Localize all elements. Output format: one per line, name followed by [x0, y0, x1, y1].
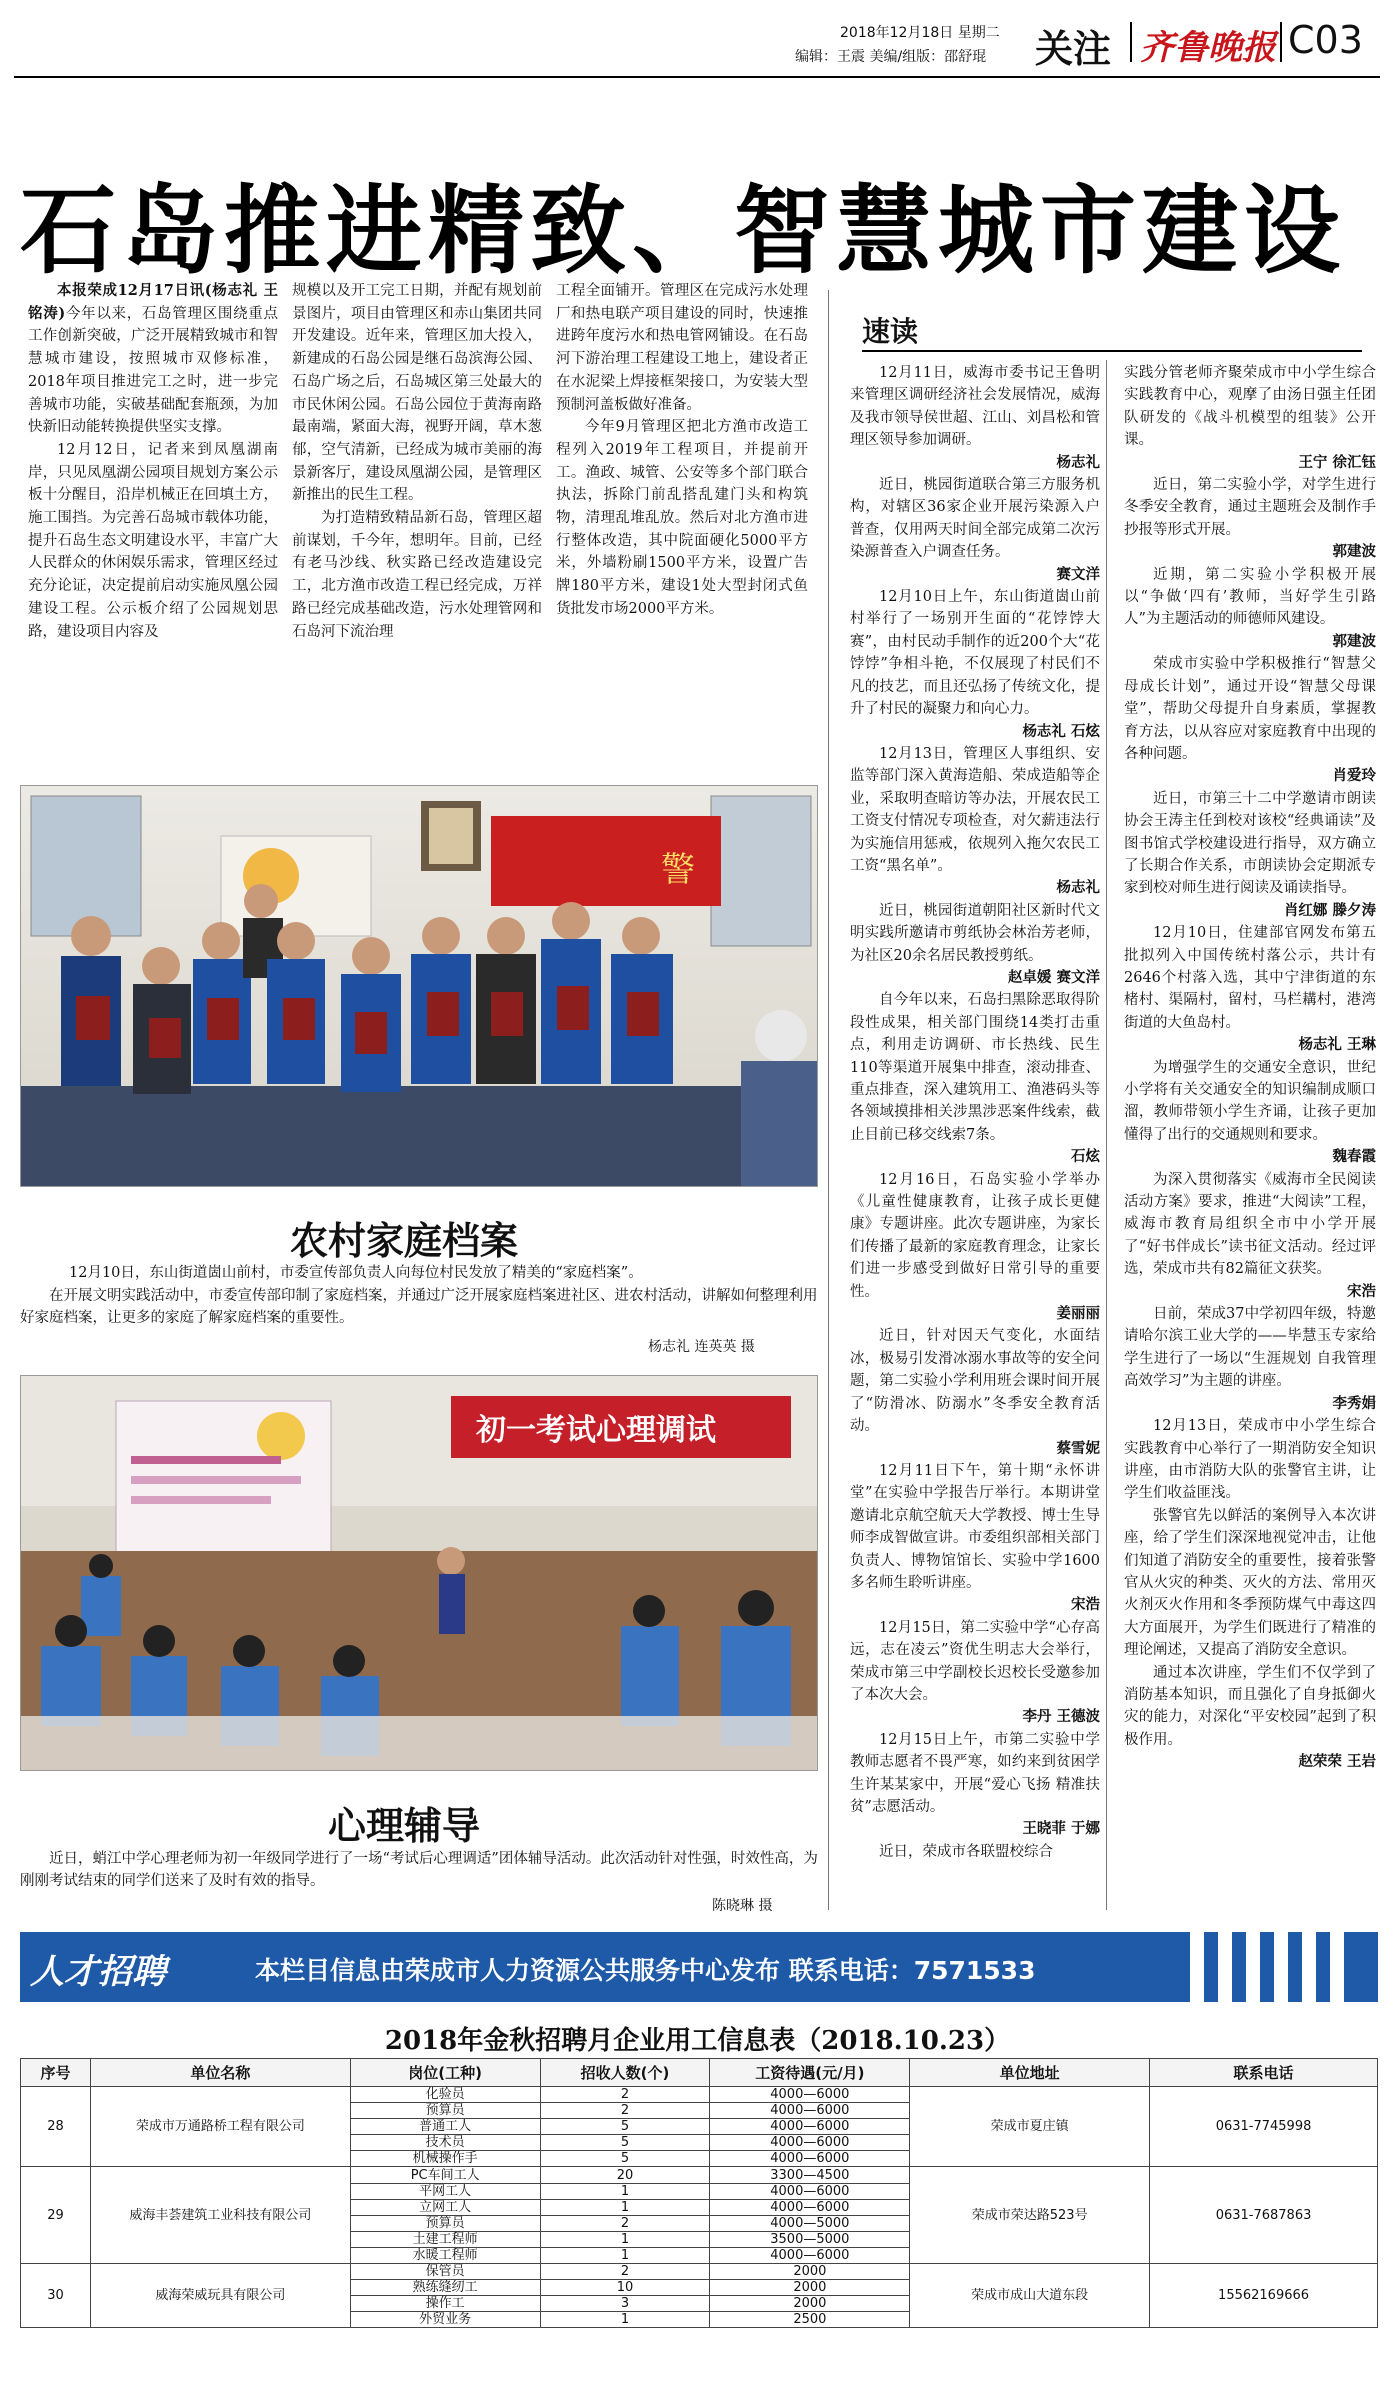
brief-author: 赵荣荣 王岩 [1298, 1754, 1376, 1771]
photo-counseling [20, 1375, 818, 1771]
brief-text: 通过本次讲座，学生们不仅学到了消防基本知识，而且强化了自身抵御火灾的能力，对深化“平安校园”起到了积极作用。 [1124, 1664, 1376, 1748]
photo-caption: 近日，蛸江中学心理老师为初一年级同学进行了一场“考试后心理调适”团体辅导活动。此次活动针对性强，时效性高，为刚刚考试结束的同学们送来了及时有效的指导。 [20, 1851, 818, 1889]
job-title: 化验员 [350, 2087, 540, 2103]
brief-author: 李秀娟 [1332, 1395, 1376, 1412]
job-title: 土建工程师 [350, 2231, 540, 2247]
job-title: 操作工 [350, 2296, 540, 2312]
brief-author: 赵卓媛 赛文洋 [1007, 969, 1100, 986]
job-title: 普通工人 [350, 2119, 540, 2135]
header-divider [1130, 22, 1132, 62]
brief-text: 12月13日，荣成市中小学生综合实践教育中心举行了一期消防安全知识讲座，由市消防大队的张警官主讲，让学生们收益匪浅。 [1124, 1418, 1376, 1502]
photo-credit: 陈晓琳 摄 [712, 1898, 773, 1914]
brief-author: 郭建波 [1332, 544, 1376, 561]
jobs-table [20, 2058, 1378, 2328]
brief-author: 宋浩 [1347, 1283, 1376, 1300]
brief-text: 荣成市实验中学积极推行“智慧父母成长计划”，通过开设“智慧父母课堂”，帮助父母提升自身素质，掌握教育方法，以从容应对家庭教育中出现的各种问题。 [1124, 656, 1376, 762]
brief-author: 杨志礼 王琳 [1298, 1037, 1376, 1054]
brief-text: 为增强学生的交通安全意识，世纪小学将有关交通安全的知识编制成顺口溜，教师带领小学生齐诵，让孩子更加懂得了出行的交通规则和要求。 [1124, 1059, 1376, 1143]
job-title: 保管员 [350, 2264, 540, 2280]
brief-author: 赛文洋 [1056, 566, 1100, 583]
job-count: 5 [540, 2119, 710, 2135]
article-paragraph: 12月12日，记者来到凤凰湖南岸，只见凤凰湖公园项目规划方案公示板十分醒目，沿岸机械正在回填土方，施工围挡。为完善石岛城市载体功能，提升石岛生态文明建设水平，丰富广大人民群众的休闲娱乐需求，管理区经过充分论证，决定提前启动实施凤凰公园建设工程。公示板介绍了公园规划思路，建设项目内容及 [28, 441, 278, 640]
column-header: 招收人数(个) [540, 2059, 710, 2087]
job-title: PC车间工人 [350, 2167, 540, 2183]
article-column-2 [292, 280, 542, 643]
photo-caption: 12月10日，东山街道崮山前村，市委宣传部负责人向每位村民发放了精美的“家庭档案”。 [69, 1265, 643, 1281]
page-header [0, 0, 1395, 80]
job-count: 5 [540, 2151, 710, 2167]
column-divider [828, 290, 829, 1910]
header-divider [1280, 22, 1282, 62]
table-title: 2018年金秋招聘月企业用工信息表（2018.10.23） [384, 2026, 1011, 2056]
photo-counseling-image [21, 1376, 818, 1771]
brief-author: 王晓菲 于娜 [1022, 1821, 1100, 1838]
job-salary: 3500—5000 [710, 2231, 910, 2247]
job-salary: 2000 [710, 2280, 910, 2296]
brief-author: 宋浩 [1071, 1597, 1100, 1614]
article-paragraph: 今年以来，石岛管理区围绕重点工作创新突破，广泛开展精致城市和智慧城市建设，按照城市双修标准，2018年项目推进完工之时，进一步完善城市功能，实破基础配套瓶颈，为加快新旧动能转换提供坚实支撑。 [28, 305, 278, 436]
job-count: 1 [540, 2199, 710, 2215]
job-count: 2 [540, 2087, 710, 2103]
job-count: 20 [540, 2167, 710, 2183]
article-column-3 [556, 280, 808, 621]
brief-text: 12月15日，第二实验中学“心存高远，志在凌云”资优生明志大会举行，荣成市第三中学副校长迟校长受邀参加了本次大会。 [850, 1619, 1100, 1703]
photo-family-archives-image [21, 786, 818, 1187]
brief-text: 近日，荣成市各联盟校综合 [879, 1843, 1053, 1860]
job-salary: 4000—6000 [710, 2119, 910, 2135]
job-salary: 4000—6000 [710, 2183, 910, 2199]
job-salary: 2000 [710, 2296, 910, 2312]
brief-author: 姜丽丽 [1056, 1306, 1100, 1323]
banner-stripes [1170, 1932, 1378, 2002]
job-count: 2 [540, 2103, 710, 2119]
company-phone: 0631-7745998 [1150, 2087, 1378, 2167]
company-address: 荣成市成山大道东段 [910, 2264, 1150, 2328]
brief-text: 12月10日上午，东山街道崮山前村举行了一场别开生面的“花饽饽大赛”，由村民动手制作的近200个大“花饽饽”争相斗艳，不仅展现了村民们不凡的技艺，而且还弘扬了传统文化，提升了村民的凝聚力和向心力。 [850, 589, 1100, 718]
job-count: 3 [540, 2296, 710, 2312]
banner-text: 警 [661, 850, 695, 890]
column-header: 联系电话 [1150, 2059, 1378, 2087]
job-salary: 2000 [710, 2264, 910, 2280]
brief-text: 自今年以来，石岛扫黑除恶取得阶段性成果，相关部门围绕14类打击重点，利用走访调研、市长热线、民生110等渠道开展集中排查，滚动排查、重点排查，深入建筑用工、渔港码头等各领域摸排相关涉黑涉恶案件线索，截止目前已移交线索7条。 [850, 992, 1100, 1143]
article-column-1 [28, 280, 278, 643]
brief-text: 12月15日上午，市第二实验中学教师志愿者不畏严寒，如约来到贫困学生许某某家中，开展“爱心飞扬 精准扶贫”志愿活动。 [850, 1731, 1100, 1815]
article-paragraph: 工程全面铺开。管理区在完成污水处理厂和热电联产项目建设的同时，快速推进跨年度污水和热电管网铺设。在石岛河下游治理工程建设工地上，建设者正在水泥梁上焊接框架接口，为安装大型预制河盖板做好准备。 [556, 283, 808, 413]
column-header: 岗位(工种) [350, 2059, 540, 2087]
row-number: 28 [21, 2087, 91, 2167]
company-phone: 15562169666 [1150, 2264, 1378, 2328]
job-salary: 3300—4500 [710, 2167, 910, 2183]
job-title: 外贸业务 [350, 2312, 540, 2328]
brief-author: 肖爱玲 [1332, 768, 1376, 785]
brief-text: 近日，针对因天气变化，水面结冰，极易引发滑冰溺水事故等的安全问题，第二实验小学利用班会课时间开展了“防滑冰、防溺水”冬季安全教育活动。 [850, 1328, 1100, 1435]
article-paragraph: 为打造精致精品新石岛，管理区超前谋划，千今年，想明年。目前，已经有老马沙线、秋实路已经改造建设完工，北方渔市改造工程已经完成，万祥路已经完成基础改造，污水处理管网和石岛河下流治理 [292, 510, 542, 640]
section-name: 关注 [1035, 27, 1112, 71]
recruitment-logo: 人才招聘 [30, 1952, 166, 1992]
company-address: 荣成市荣达路523号 [910, 2167, 1150, 2264]
speed-read-rule [862, 350, 1362, 352]
speed-read-column-a [850, 362, 1100, 1863]
brief-text: 近日，市第三十二中学邀请市朗读协会王涛主任到校对该校“经典诵读”及图书馆式学校建设进行指导，双方确立了长期合作关系，市朗读协会定期派专家到校对师生进行阅读及诵读指导。 [1124, 790, 1376, 897]
job-count: 10 [540, 2280, 710, 2296]
brief-text: 12月13日，管理区人事组织、安监等部门深入黄海造船、荣成造船等企业，采取明查暗访等办法，开展农民工工资支付情况专项检查，对欠薪违法行为实施信用惩戒，依规列入拖欠农民工工资“黑名单”。 [850, 745, 1100, 874]
company-address: 荣成市夏庄镇 [910, 2087, 1150, 2167]
job-title: 预算员 [350, 2103, 540, 2119]
job-count: 1 [540, 2312, 710, 2328]
brief-author: 杨志礼 [1056, 454, 1100, 471]
brief-text: 日前，荣成37中学初四年级，特邀请哈尔滨工业大学的——毕慧玉专家给学生进行了一场以“生涯规划 自我管理 高效学习”为主题的讲座。 [1124, 1306, 1376, 1390]
job-count: 1 [540, 2231, 710, 2247]
brief-text: 张警官先以鲜活的案例导入本次讲座，给了学生们深深地视觉冲击，让他们知道了消防安全的重要性，接着张警官从火灾的种类、灭火的方法、常用灭火剂灭火作用和冬季预防煤气中毒这四大方面展开，为学生们既进行了精准的理论阐述，又提高了消防安全意识。 [1124, 1507, 1376, 1659]
job-salary: 4000—6000 [710, 2103, 910, 2119]
editors-line: 编辑：王震 美编/组版：邵舒琨 [795, 49, 987, 65]
job-title: 技术员 [350, 2135, 540, 2151]
company-name: 威海丰荟建筑工业科技有限公司 [90, 2167, 350, 2264]
table-header-row [21, 2059, 1378, 2087]
company-name: 荣成市万通路桥工程有限公司 [90, 2087, 350, 2167]
job-salary: 4000—5000 [710, 2215, 910, 2231]
job-title: 预算员 [350, 2215, 540, 2231]
job-salary: 4000—6000 [710, 2087, 910, 2103]
brief-author: 肖红娜 滕夕涛 [1283, 902, 1376, 919]
photo-title: 心理辅导 [328, 1804, 481, 1848]
job-count: 5 [540, 2135, 710, 2151]
job-salary: 4000—6000 [710, 2199, 910, 2215]
brief-text: 为深入贯彻落实《威海市全民阅读活动方案》要求，推进“大阅读”工程，威海市教育局组织全市中小学开展了“好书伴成长”读书征文活动。经过评选，荣成市共有82篇征文获奖。 [1124, 1171, 1376, 1278]
newspaper-logo: 齐鲁晚报 [1140, 28, 1276, 68]
banner-text: 初一考试心理调试 [476, 1413, 716, 1448]
brief-author: 王宁 徐汇钰 [1298, 454, 1376, 471]
table-row [21, 2167, 1378, 2183]
brief-author: 李丹 王德波 [1022, 1709, 1100, 1726]
table-row [21, 2264, 1378, 2280]
speed-read-heading: 速读 [862, 315, 919, 348]
job-title: 立网工人 [350, 2199, 540, 2215]
column-header: 工资待遇(元/月) [710, 2059, 910, 2087]
brief-text: 12月10日，住建部官网发布第五批拟列入中国传统村落公示，共计有2646个村落入选，其中宁津街道的东楮村、渠隔村，留村，马栏耩村，港湾街道的大鱼岛村。 [1124, 925, 1376, 1031]
recruitment-banner-text: 本栏目信息由荣成市人力资源公共服务中心发布 联系电话：7571533 [255, 1956, 1036, 1985]
job-title: 机械操作手 [350, 2151, 540, 2167]
brief-author: 杨志礼 石炫 [1022, 723, 1100, 740]
brief-text: 近日，桃园街道联合第三方服务机构，对辖区36家企业开展污染源入户普查，仅用两天时间全部完成第二次污染源普查入户调查任务。 [850, 477, 1100, 561]
brief-text: 实践分管老师齐聚荣成市中小学生综合实践教育中心，观摩了由汤日强主任团队研发的《战斗机模型的组装》公开课。 [1124, 365, 1376, 449]
column-header: 单位名称 [90, 2059, 350, 2087]
job-count: 1 [540, 2183, 710, 2199]
brief-author: 蔡雪妮 [1056, 1440, 1100, 1457]
column-header: 单位地址 [910, 2059, 1150, 2087]
issue-date: 2018年12月18日 星期二 [840, 25, 1000, 41]
job-count: 2 [540, 2264, 710, 2280]
job-title: 水暖工程师 [350, 2247, 540, 2263]
column-header: 序号 [21, 2059, 91, 2087]
job-count: 2 [540, 2215, 710, 2231]
row-number: 29 [21, 2167, 91, 2264]
page-number: C03 [1288, 18, 1363, 62]
brief-text: 12月11日下午，第十期“永怀讲堂”在实验中学报告厅举行。本期讲堂邀请北京航空航天大学教授、博士生导师李成智做宣讲。市委组织部相关部门负责人、博物馆馆长、实验中学1600多名师生聆听讲座。 [850, 1462, 1100, 1591]
article-paragraph: 规模以及开工完工日期，并配有规划前景图片，项目由管理区和赤山集团共同开发建设。近年来，管理区加大投入，新建成的石岛公园是继石岛滨海公园、石岛广场之后，石岛城区第三处最大的市民休闲公园。石岛公园位于黄海南路最南端，紧面大海，视野开阔，草木葱郁，空气清新，已经成为城市美丽的海景新客厅，建设凤凰湖公园，是管理区新推出的民生工程。 [292, 283, 542, 504]
job-salary: 4000—6000 [710, 2247, 910, 2263]
brief-author: 郭建波 [1332, 633, 1376, 650]
brief-text: 12月16日，石岛实验小学举办《儿童性健康教育，让孩子成长更健康》专题讲座。此次专题讲座，为家长们传播了最新的家庭教育理念，让家长们进一步感受到做好日常引导的重要性。 [850, 1171, 1100, 1300]
job-salary: 4000—6000 [710, 2135, 910, 2151]
article-headline: 石岛推进精致、智慧城市建设 [20, 175, 1346, 287]
article-lead: 本报荣成12月17日讯(杨志礼 王铭涛) [28, 282, 278, 322]
article-paragraph: 今年9月管理区把北方渔市改造工程列入2019年工程项目，并提前开工。渔政、城管、公安等多个部门联合执法，拆除门前乱搭乱建门头和构筑物，清理乱堆乱放。然后对北方渔市进行整体改造，其中院面硬化5000平方米，外墙粉刷1500平方米，设置广告牌180平方米，建设1处大型封闭式鱼货批发市场2000平方米。 [556, 419, 808, 617]
brief-author: 石炫 [1071, 1149, 1100, 1166]
photo-family-archives [20, 785, 818, 1187]
brief-text: 近日，第二实验小学，对学生进行冬季安全教育，通过主题班会及制作手抄报等形式开展。 [1124, 477, 1376, 538]
brief-author: 魏春霞 [1332, 1149, 1376, 1166]
brief-author: 杨志礼 [1056, 880, 1100, 897]
job-salary: 2500 [710, 2312, 910, 2328]
job-salary: 4000—6000 [710, 2151, 910, 2167]
brief-text: 近日，桃园街道朝阳社区新时代文明实践所邀请市剪纸协会林治芳老师，为社区20余名居民教授剪纸。 [850, 902, 1100, 964]
header-rule [14, 76, 1380, 78]
brief-text: 12月11日，威海市委书记王鲁明来管理区调研经济社会发展情况，威海及我市领导侯世超、江山、刘昌松和管理区领导参加调研。 [850, 365, 1100, 449]
row-number: 30 [21, 2264, 91, 2328]
photo-title: 农村家庭档案 [290, 1219, 519, 1263]
company-name: 威海荣威玩具有限公司 [90, 2264, 350, 2328]
table-row [21, 2087, 1378, 2103]
column-divider [1106, 360, 1107, 1910]
job-title: 熟练缝纫工 [350, 2280, 540, 2296]
company-phone: 0631-7687863 [1150, 2167, 1378, 2264]
brief-text: 近期，第二实验小学积极开展以“争做‘四有’教师，当好学生引路人”为主题活动的师德师风建设。 [1124, 566, 1376, 628]
job-count: 1 [540, 2247, 710, 2263]
photo-caption: 在开展文明实践活动中，市委宣传部印制了家庭档案，并通过广泛开展家庭档案进社区、进农村活动，讲解如何整理利用好家庭档案，让更多的家庭了解家庭档案的重要性。 [20, 1288, 818, 1326]
speed-read-column-b [1124, 362, 1376, 1774]
photo-credit: 杨志礼 连英英 摄 [648, 1339, 755, 1355]
job-title: 平网工人 [350, 2183, 540, 2199]
